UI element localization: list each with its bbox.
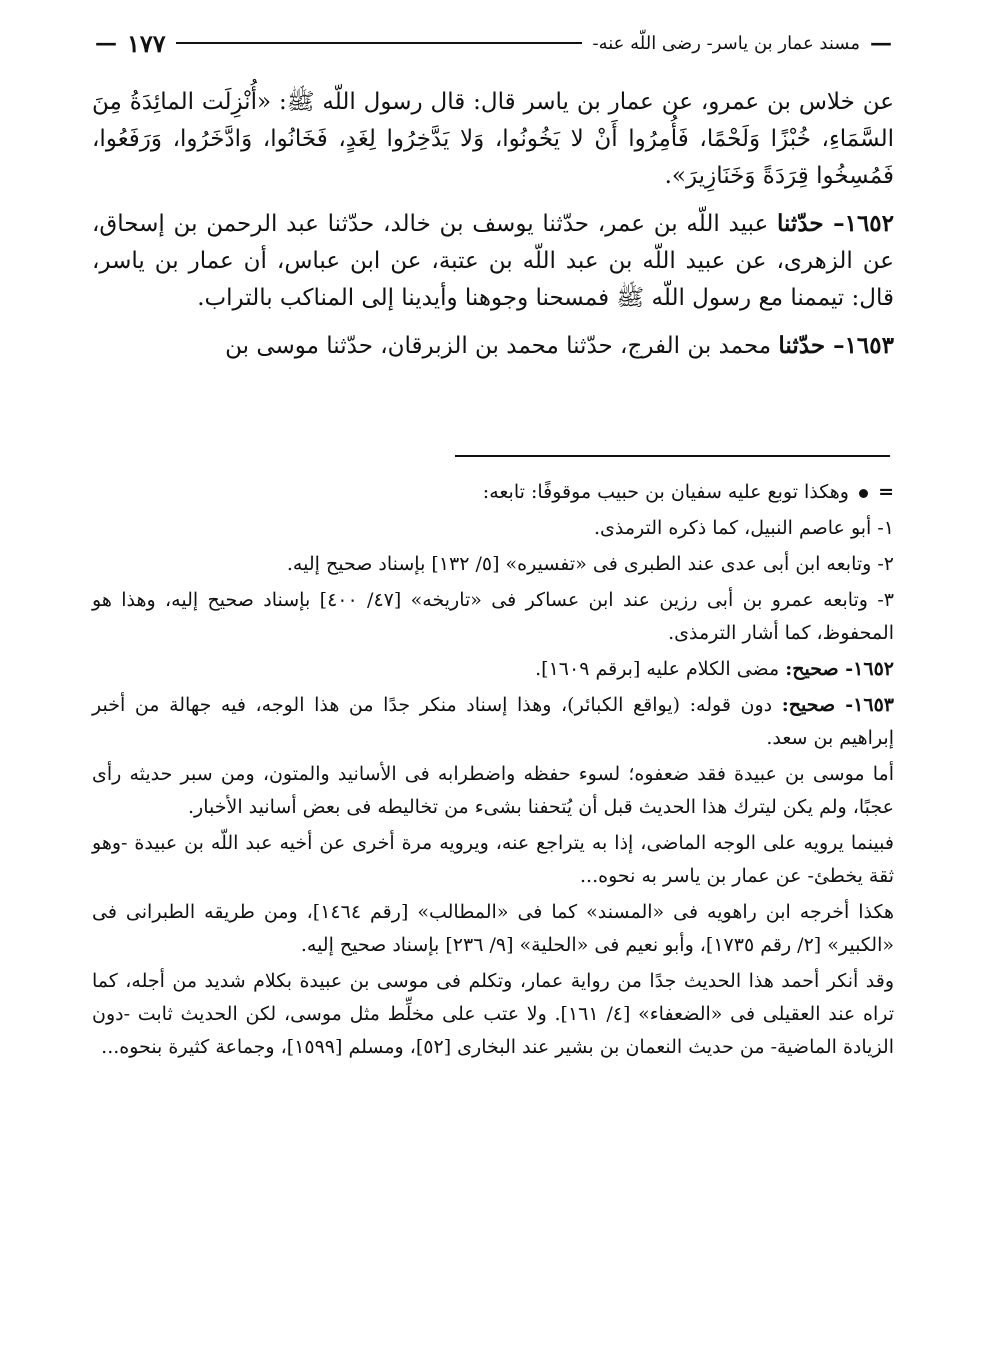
footnote-item-2: ٢- وتابعه ابن أبى عدى عند الطبرى فى «تفسيره» [٥/ ١٣٢] بإسناد صحيح إليه.: [286, 553, 894, 575]
header-dash: —: [870, 30, 892, 56]
footnote-text-1652: مضى الكلام عليه [برقم ١٦٠٩].: [535, 658, 780, 680]
footnote-paragraph: هكذا أخرجه ابن راهويه فى «المسند» كما فى «المطالب» [رقم ١٤٦٤]، ومن طريقه الطبرانى فى «الكبير» [٢/ رقم ١٧٣٥]، وأبو نعيم فى «الحلية» [٩/ ٢٣٦] بإسناد صحيح إليه.: [92, 901, 894, 956]
footnote-paragraph: وقد أنكر أحمد هذا الحديث جدًا من رواية عمار، وتكلم فى موسى بن عبيدة بكلام شديد من أجله، كما تراه عند العقيلى فى «الضعفاء» [٤/ ١٦١]. ولا عتب على مخلِّط مثل موسى، لكن الحديث ثابت -دون الزيادة الماضية- من حديث النعمان بن بشير عند البخارى [٥٢]، ومسلم [١٥٩٩]، وجماعة كثيرة بنحوه...: [92, 970, 894, 1058]
header-rule: [176, 42, 583, 44]
continuation-mark: =: [878, 481, 894, 503]
main-text: [92, 84, 894, 375]
footnote-label-1652: ١٦٥٢- صحيح:: [785, 658, 894, 680]
hadith-1653: [92, 327, 894, 365]
footnote-1653: [92, 689, 894, 755]
footnote-1652: [92, 653, 894, 686]
bullet-icon: [859, 489, 868, 498]
hadith-number-1653: ١٦٥٣– حدّثنا: [778, 332, 894, 359]
footnotes: [92, 476, 894, 1067]
hadith-1652: [92, 205, 894, 317]
page-number: ١٧٧: [127, 28, 166, 58]
footnote-item-1: ١- أبو عاصم النبيل، كما ذكره الترمذى.: [593, 517, 894, 539]
footnote-text-1653: دون قوله: (يواقع الكبائر)، وهذا إسناد منكر جدًا من هذا الوجه، فيه جهالة من أخبر إبراهيم بن سعد.: [92, 694, 894, 749]
footnote-continuation: [92, 476, 894, 509]
footnote-separator: [455, 455, 890, 457]
header-dash-left: —: [95, 30, 117, 56]
footnote-label-1653: ١٦٥٣- صحيح:: [781, 694, 894, 716]
hadith-1652-text: عبيد اللّه بن عمر، حدّثنا يوسف بن خالد، حدّثنا عبد الرحمن بن إسحاق، عن الزهرى، عن عبيد اللّه بن عبد اللّه بن عتبة، عن ابن عباس، أن عمار بن ياسر، قال: تيممنا مع رسول اللّه ﷺ فمسحنا وجوهنا وأيدينا إلى المناكب بالتراب.: [92, 211, 894, 311]
hadith-text-continued: عن خلاس بن عمرو، عن عمار بن ياسر قال: قال رسول اللّه ﷺ: «أُنْزِلَت المائِدَةُ مِنَ السَّمَاءِ، خُبْزًا وَلَحْمًا، فَأُمِرُوا أَنْ لا يَخُونُوا، وَلا يَدَّخِرُوا لِغَدٍ، فَخَانُوا، وَادَّخَرُوا، وَرَفَعُوا، فَمُسِخُوا قِرَدَةً وَخَنَازِيرَ».: [92, 89, 894, 189]
footnote-paragraph: أما موسى بن عبيدة فقد ضعفوه؛ لسوء حفظه واضطرابه فى الأسانيد والمتون، ومن سبر حديثه رأى عجبًا، ولم يكن ليترك هذا الحديث قبل أن يُتحفنا بشىء من تخاليطه فى بعض أسانيد الأخبار.: [92, 763, 894, 818]
footnote-paragraph: فبينما يرويه على الوجه الماضى، إذا به يتراجع عنه، ويرويه مرة أخرى عن أخيه عبد اللّه بن عبيدة -وهو ثقة يخطئ- عن عمار بن ياسر به نحوه...: [92, 832, 894, 887]
hadith-1653-text: محمد بن الفرج، حدّثنا محمد بن الزبرقان، حدّثنا موسى بن: [225, 333, 772, 359]
footnote-item-3: ٣- وتابعه عمرو بن أبى رزين عند ابن عساكر فى «تاريخه» [٤٧/ ٤٠٠] بإسناد صحيح إليه، وهذا هو المحفوظ، كما أشار الترمذى.: [92, 589, 894, 644]
footnote-line: وهكذا توبع عليه سفيان بن حبيب موقوفًا: تابعه:: [482, 481, 849, 503]
running-title: مسند عمار بن ياسر- رضى اللّه عنه-: [592, 32, 860, 54]
hadith-number-1652: ١٦٥٢– حدّثنا: [776, 210, 895, 237]
running-header: [95, 30, 892, 56]
